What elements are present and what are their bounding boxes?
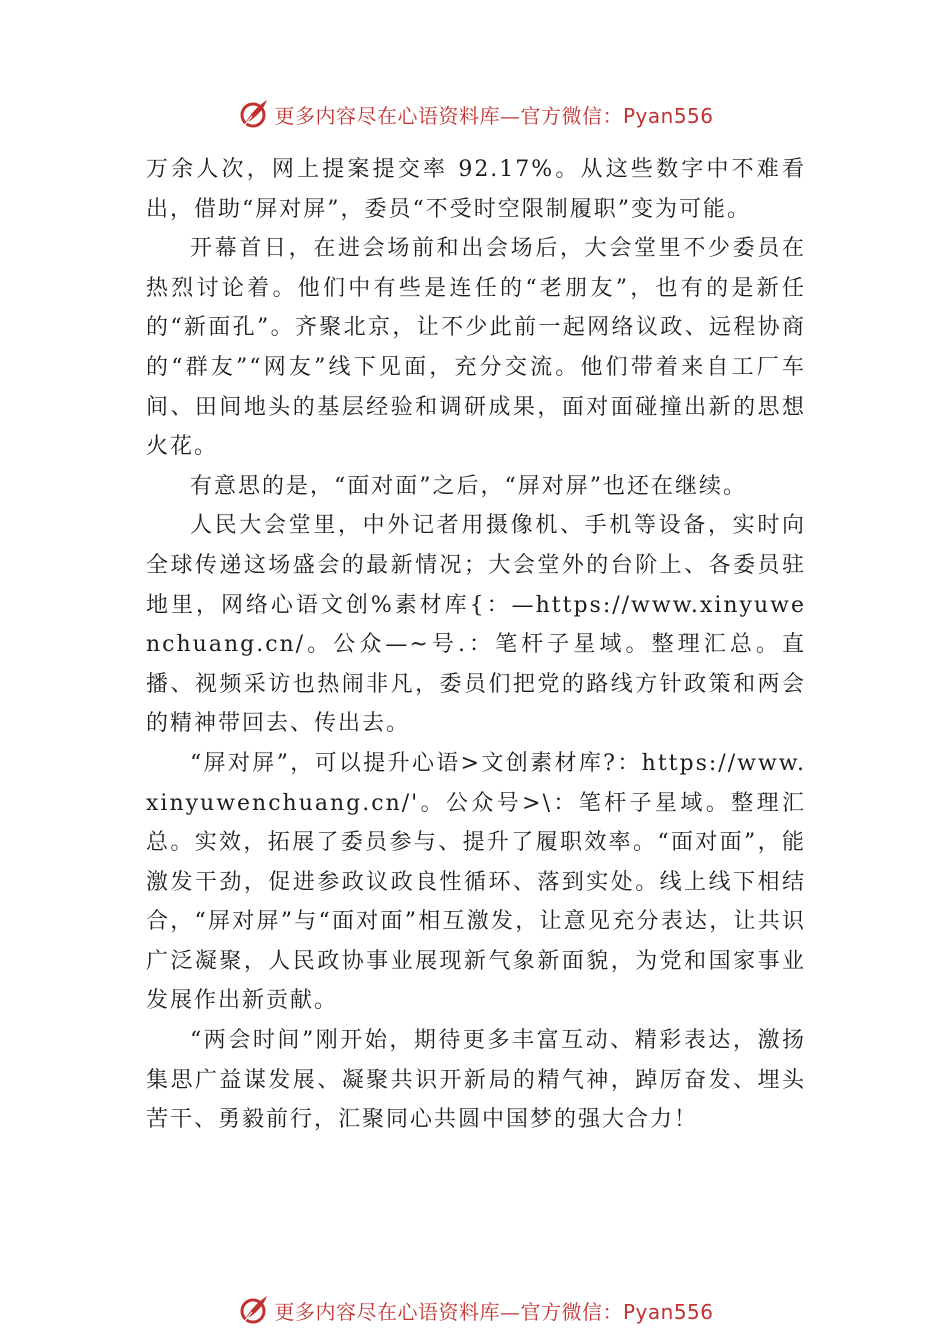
article-body [146, 150, 806, 1140]
article-paragraph-2: 开幕首日，在进会场前和出会场后，大会堂里不少委员在热烈讨论着。他们中有些是连任的“老朋友”，也有的是新任的“新面孔”。齐聚北京，让不少此前一起网络议政、远程协商的“群友”“网友”线下见面，充分交流。他们带着来自工厂车间、田间地头的基层经验和调研成果，面对面碰撞出新的思想火花。 [146, 236, 806, 460]
header-banner [0, 94, 950, 134]
article-paragraph-4: 人民大会堂里，中外记者用摄像机、手机等设备，实时向全球传递这场盛会的最新情况；大会堂外的台阶上、各委员驻地里，网络心语文创%素材库{：—https://www.xinyuwenchuang.cn/。公众—~号.：笔杆子星域。整理汇总。直播、视频采访也热闹非凡，委员们把党的路线方针政策和两会的精神带回去、传出去。 [146, 513, 806, 737]
header-wechat-id: Pyan556 [622, 103, 714, 128]
article-paragraph-5: “屏对屏”，可以提升心语>文创素材库?：https://www.xinyuwenchuang.cn/'。公众号>\：笔杆子星域。整理汇总。实效，拓展了委员参与、提升了履职效率。“面对面”，能激发干劲，促进参政议政良性循环、落到实处。线上线下相结合，“屏对屏”与“面对面”相互激发，让意见充分表达，让共识广泛凝聚，人民政协事业展现新气象新面貌，为党和国家事业发展作出新贡献。 [146, 750, 806, 1014]
footer-banner [0, 1290, 950, 1330]
footer-banner-text: 更多内容尽在心语资料库—官方微信：Pyan556 [274, 1299, 714, 1324]
article-paragraph-3: 有意思的是，“面对面”之后，“屏对屏”也还在继续。 [190, 473, 747, 499]
footer-wechat-id: Pyan556 [622, 1299, 714, 1324]
article-paragraph-6: “两会时间”刚开始，期待更多丰富互动、精彩表达，激扬集思广益谋发展、凝聚共识开新局的精气神，踔厉奋发、埋头苦干、勇毅前行，汇聚同心共圆中国梦的强大合力！ [146, 1028, 806, 1133]
quill-pen-logo-icon [236, 1293, 270, 1327]
quill-pen-logo-icon [236, 97, 270, 131]
header-banner-text: 更多内容尽在心语资料库—官方微信：Pyan556 [274, 103, 714, 128]
article-paragraph-1: 万余人次，网上提案提交率 92.17%。从这些数字中不难看出，借助“屏对屏”，委员“不受时空限制履职”变为可能。 [146, 157, 806, 222]
